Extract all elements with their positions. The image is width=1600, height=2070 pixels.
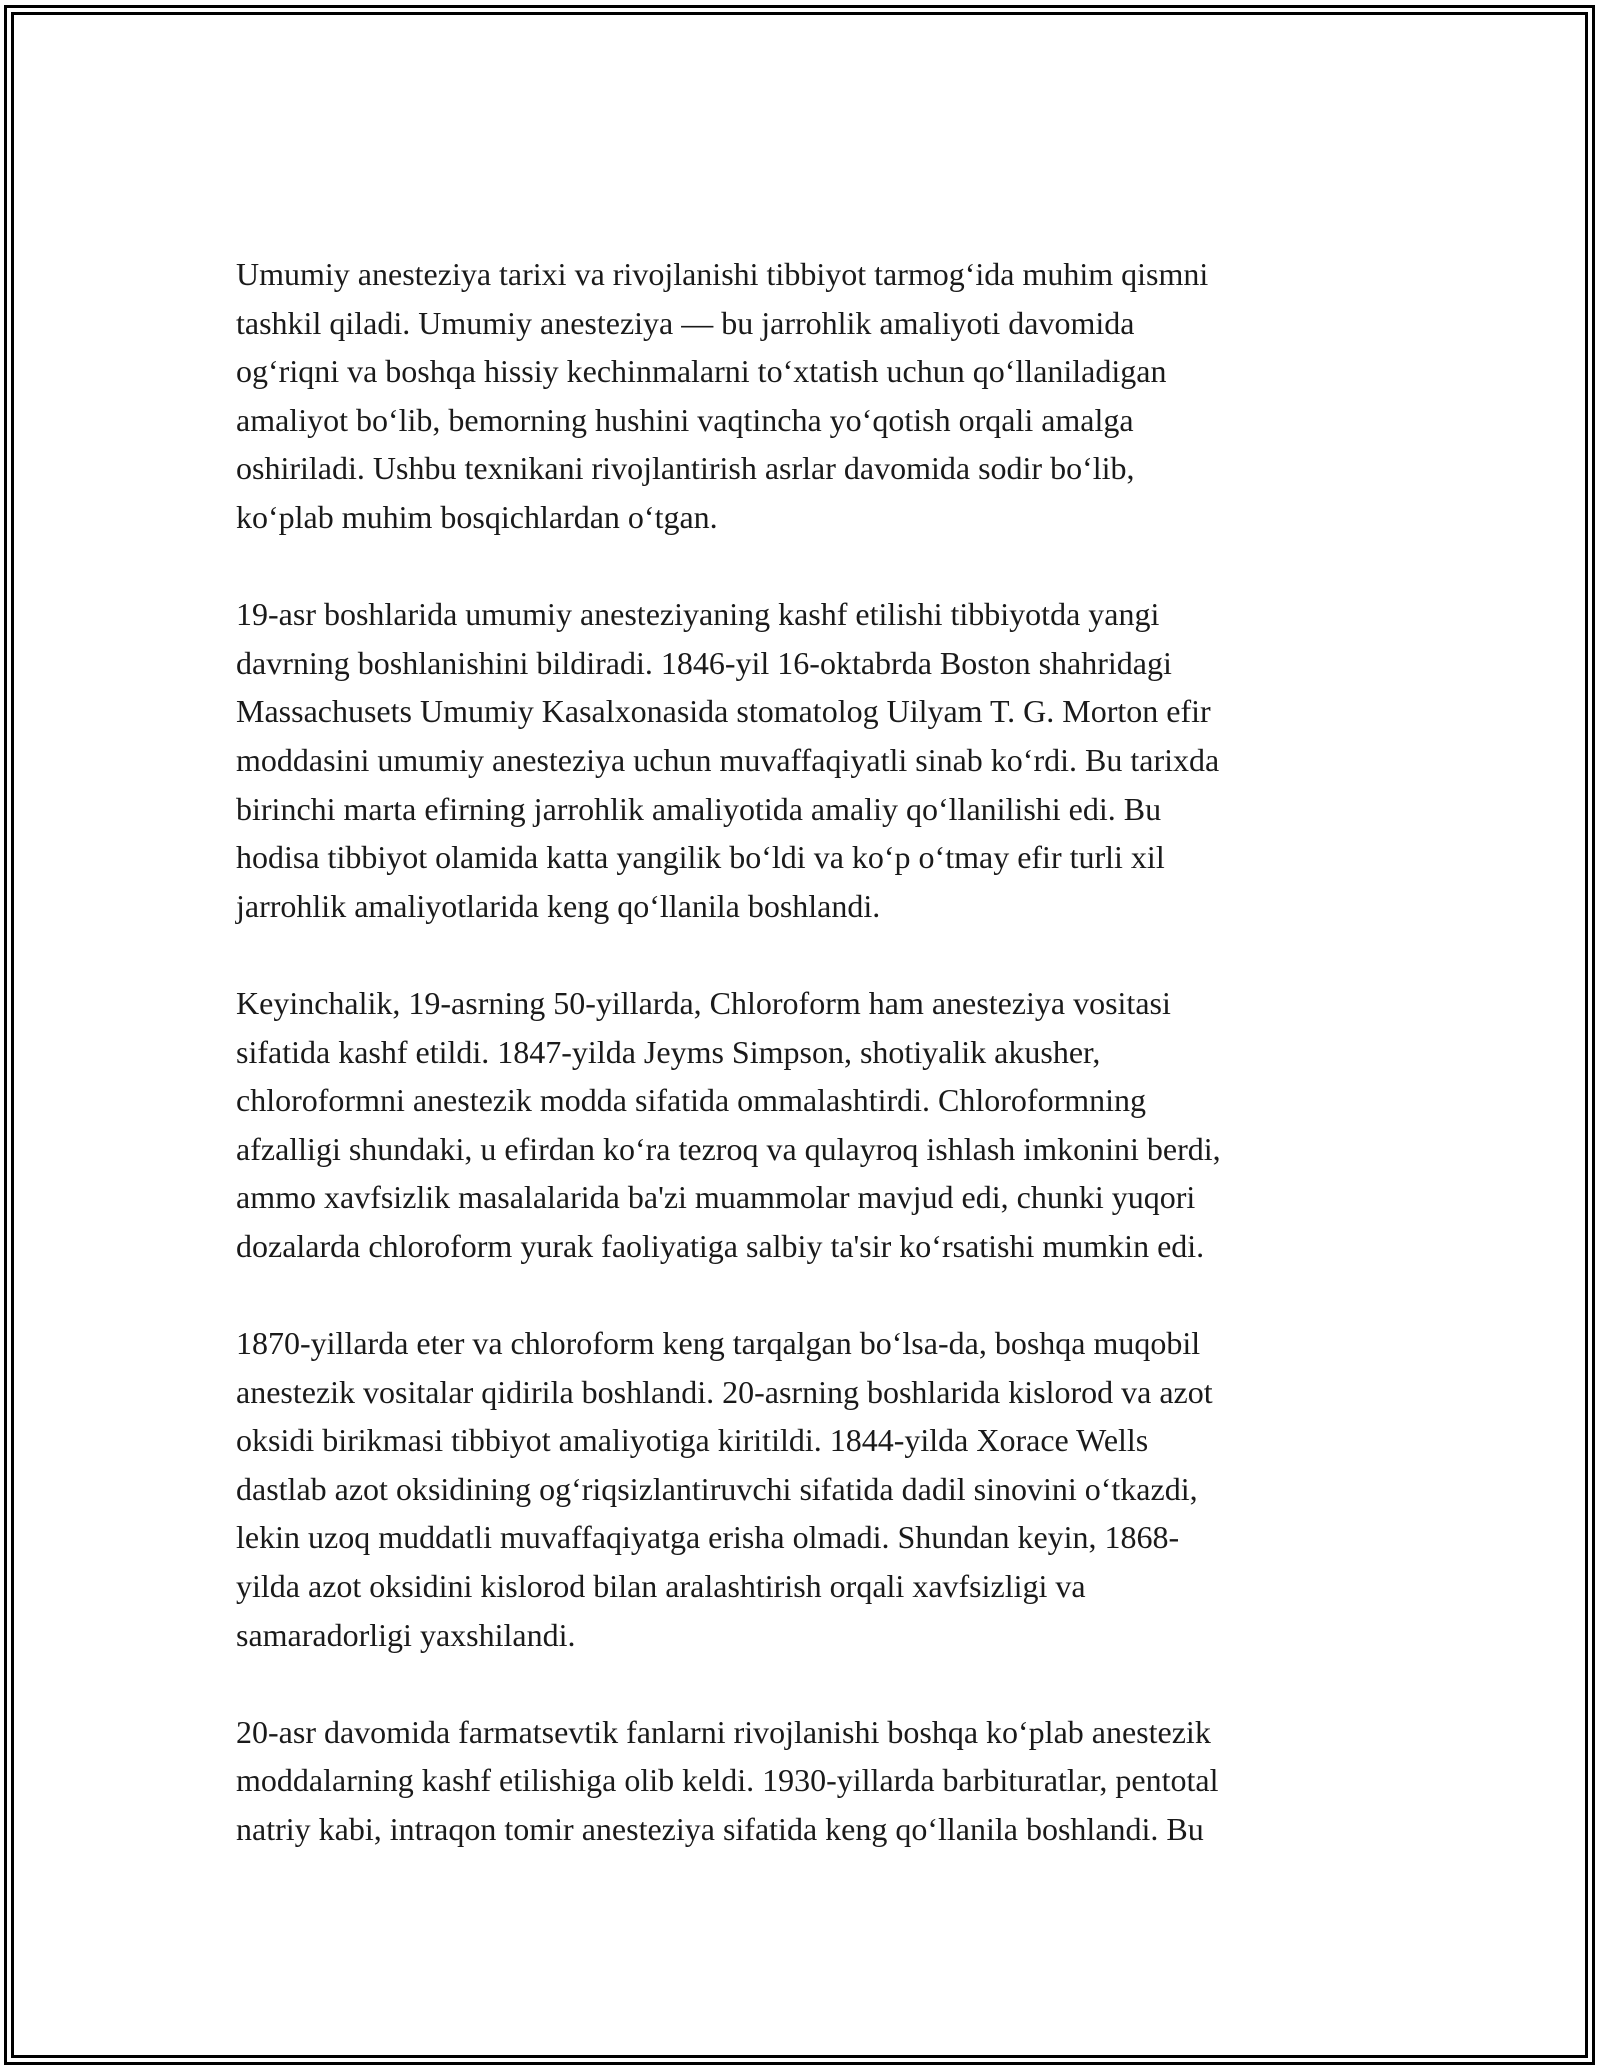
paragraph-1: Umumiy anesteziya tarixi va rivojlanishi tibbiyot tarmog‘ida muhim qismni tashkil qiladi. Umumiy anesteziya — bu jarrohlik amaliyoti davomida og‘riqni va boshqa hissiy kechinmalarni to‘xtatish uchun qo‘llaniladigan amaliyot bo‘lib, bemorning hushini vaqtincha yo‘qotish orqali amalga oshiriladi. Ushbu texnikani rivojlantirish asrlar davomida sodir bo‘lib, ko‘plab muhim bosqichlardan o‘tgan. <box>236 256 1209 535</box>
paragraph-4: 1870-yillarda eter va chloroform keng tarqalgan bo‘lsa-da, boshqa muqobil anestezik vositalar qidirila boshlandi. 20-asrning boshlarida kislorod va azot oksidi birikmasi tibbiyot amaliyotiga kiritildi. 1844-yilda Xorace Wells dastlab azot oksidining og‘riqsizlantiruvchi sifatida dadil sinovini o‘tkazdi, lekin uzoq muddatli muvaffaqiyatga erisha olmadi. Shundan keyin, 1868- yilda azot oksidini kislorod bilan aralashtirish orqali xavfsizligi va samaradorligi yaxshilandi. <box>236 1325 1213 1653</box>
paragraph-2: 19-asr boshlarida umumiy anesteziyaning kashf etilishi tibbiyotda yangi davrning boshlanishini bildiradi. 1846-yil 16-oktabrda Boston shahridagi Massachusets Umumiy Kasalxonasida stomatolog Uilyam T. G. Morton efir moddasini umumiy anesteziya uchun muvaffaqiyatli sinab ko‘rdi. Bu tarixda birinchi marta efirning jarrohlik amaliyotida amaliy qo‘llanilishi edi. Bu hodisa tibbiyot olamida katta yangilik bo‘ldi va ko‘p o‘tmay efir turli xil jarrohlik amaliyotlarida keng qo‘llanila boshlandi. <box>236 596 1220 924</box>
paragraph-5: 20-asr davomida farmatsevtik fanlarni rivojlanishi boshqa ko‘plab anestezik moddalarning kashf etilishiga olib keldi. 1930-yillarda barbituratlar, pentotal natriy kabi, intraqon tomir anesteziya sifatida keng qo‘llanila boshlandi. Bu <box>236 1713 1219 1847</box>
document-body <box>236 250 1376 1854</box>
paragraph-3: Keyinchalik, 19-asrning 50-yillarda, Chloroform ham anesteziya vositasi sifatida kashf etildi. 1847-yilda Jeyms Simpson, shotiyalik akusher, chloroformni anestezik modda sifatida ommalashtirdi. Chloroformning afzalligi shundaki, u efirdan ko‘ra tezroq va qulayroq ishlash imkonini berdi, ammo xavfsizlik masalalarida ba'zi muammolar mavjud edi, chunki yuqori dozalarda chloroform yurak faoliyatiga salbiy ta'sir ko‘rsatishi mumkin edi. <box>236 984 1221 1264</box>
